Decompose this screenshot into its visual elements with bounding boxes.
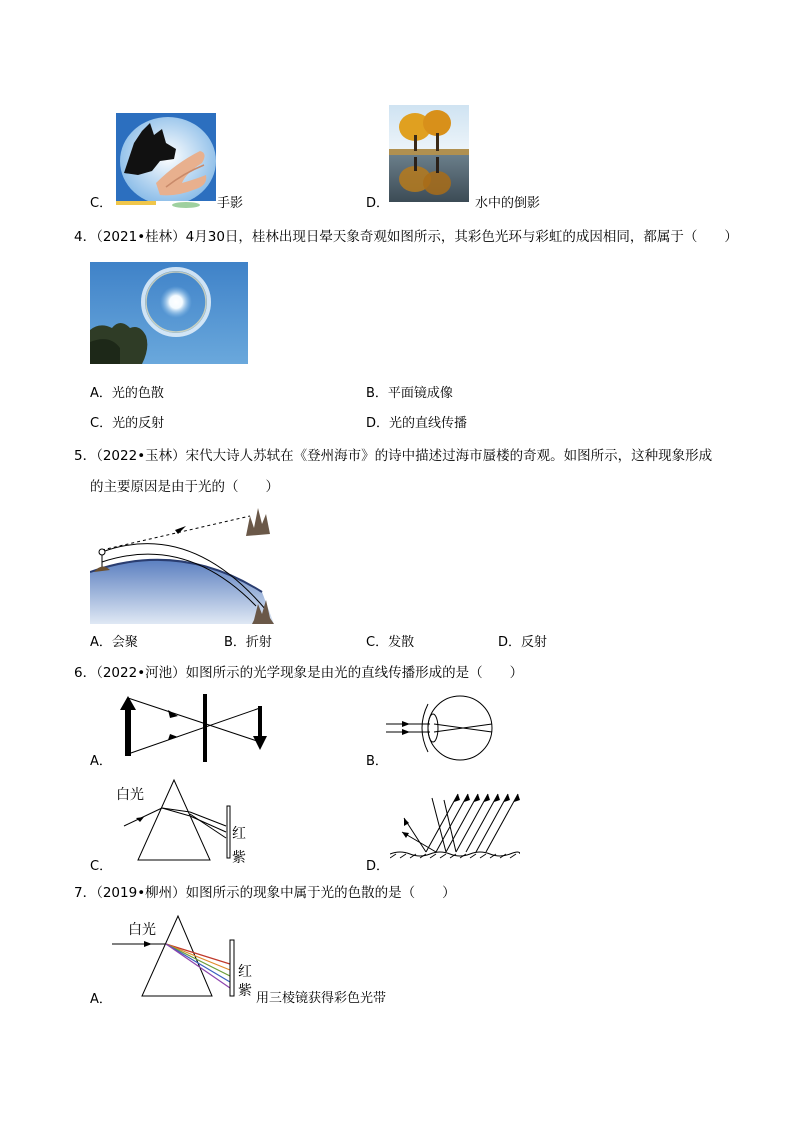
- q6-white-light-label: 白光: [116, 787, 144, 803]
- q5-stem-line1: 5．（2022•玉林）宋代大诗人苏轼在《登州海市》的诗中描述过海市蜃楼的奇观。如图所示，这种现象形成: [74, 448, 713, 464]
- q5-option-a: A．会聚: [90, 635, 138, 650]
- q3-option-d-letter: D．: [366, 196, 390, 211]
- q4-option-c: C．光的反射: [90, 416, 165, 431]
- q6-stem: 6．（2022•河池）如图所示的光学现象是由光的直线传播形成的是（ ）: [74, 665, 524, 681]
- mirage-diagram: [90, 500, 274, 624]
- q6-purple-label: 紫: [232, 850, 246, 866]
- eye-lens-diagram: [386, 694, 498, 764]
- q5-option-d: D．反射: [498, 635, 548, 650]
- q7-white-light-label: 白光: [128, 922, 156, 938]
- q4-option-b: B．平面镜成像: [366, 386, 453, 401]
- pinhole-camera-diagram: [110, 690, 280, 766]
- q6-option-c-letter: C．: [90, 859, 113, 874]
- q7-red-label: 红: [238, 964, 252, 980]
- hand-shadow-image: [116, 113, 216, 209]
- q4-option-d: D．光的直线传播: [366, 416, 468, 431]
- q3-option-c-letter: C．: [90, 196, 113, 211]
- q6-red-label: 红: [232, 826, 246, 842]
- q5-stem-line2: 的主要原因是由于光的（ ）: [90, 479, 279, 495]
- diffuse-reflection-diagram: [390, 790, 520, 862]
- tree-reflection-image: [389, 105, 469, 202]
- q6-option-d-letter: D．: [366, 859, 390, 874]
- q7-caption: 用三棱镜获得彩色光带: [256, 991, 387, 1006]
- q5-option-c: C．发散: [366, 635, 415, 650]
- q5-option-b: B．折射: [224, 635, 272, 650]
- q6-option-a-letter: A．: [90, 754, 112, 769]
- q4-stem: 4．（2021•桂林）4月30日，桂林出现日晕天象奇观如图所示，其彩色光环与彩虹的成因相同，都属于（ ）: [74, 229, 738, 245]
- q4-option-a: A．光的色散: [90, 386, 164, 401]
- q7-option-a-letter: A．: [90, 992, 112, 1007]
- sun-halo-image: [90, 262, 248, 364]
- q7-stem: 7．（2019•柳州）如图所示的现象中属于光的色散的是（ ）: [74, 885, 456, 901]
- q3-option-c-caption: 手影: [217, 196, 244, 211]
- q3-option-d-caption: 水中的倒影: [475, 196, 541, 211]
- q7-purple-label: 紫: [238, 983, 252, 999]
- q6-option-b-letter: B．: [366, 754, 388, 769]
